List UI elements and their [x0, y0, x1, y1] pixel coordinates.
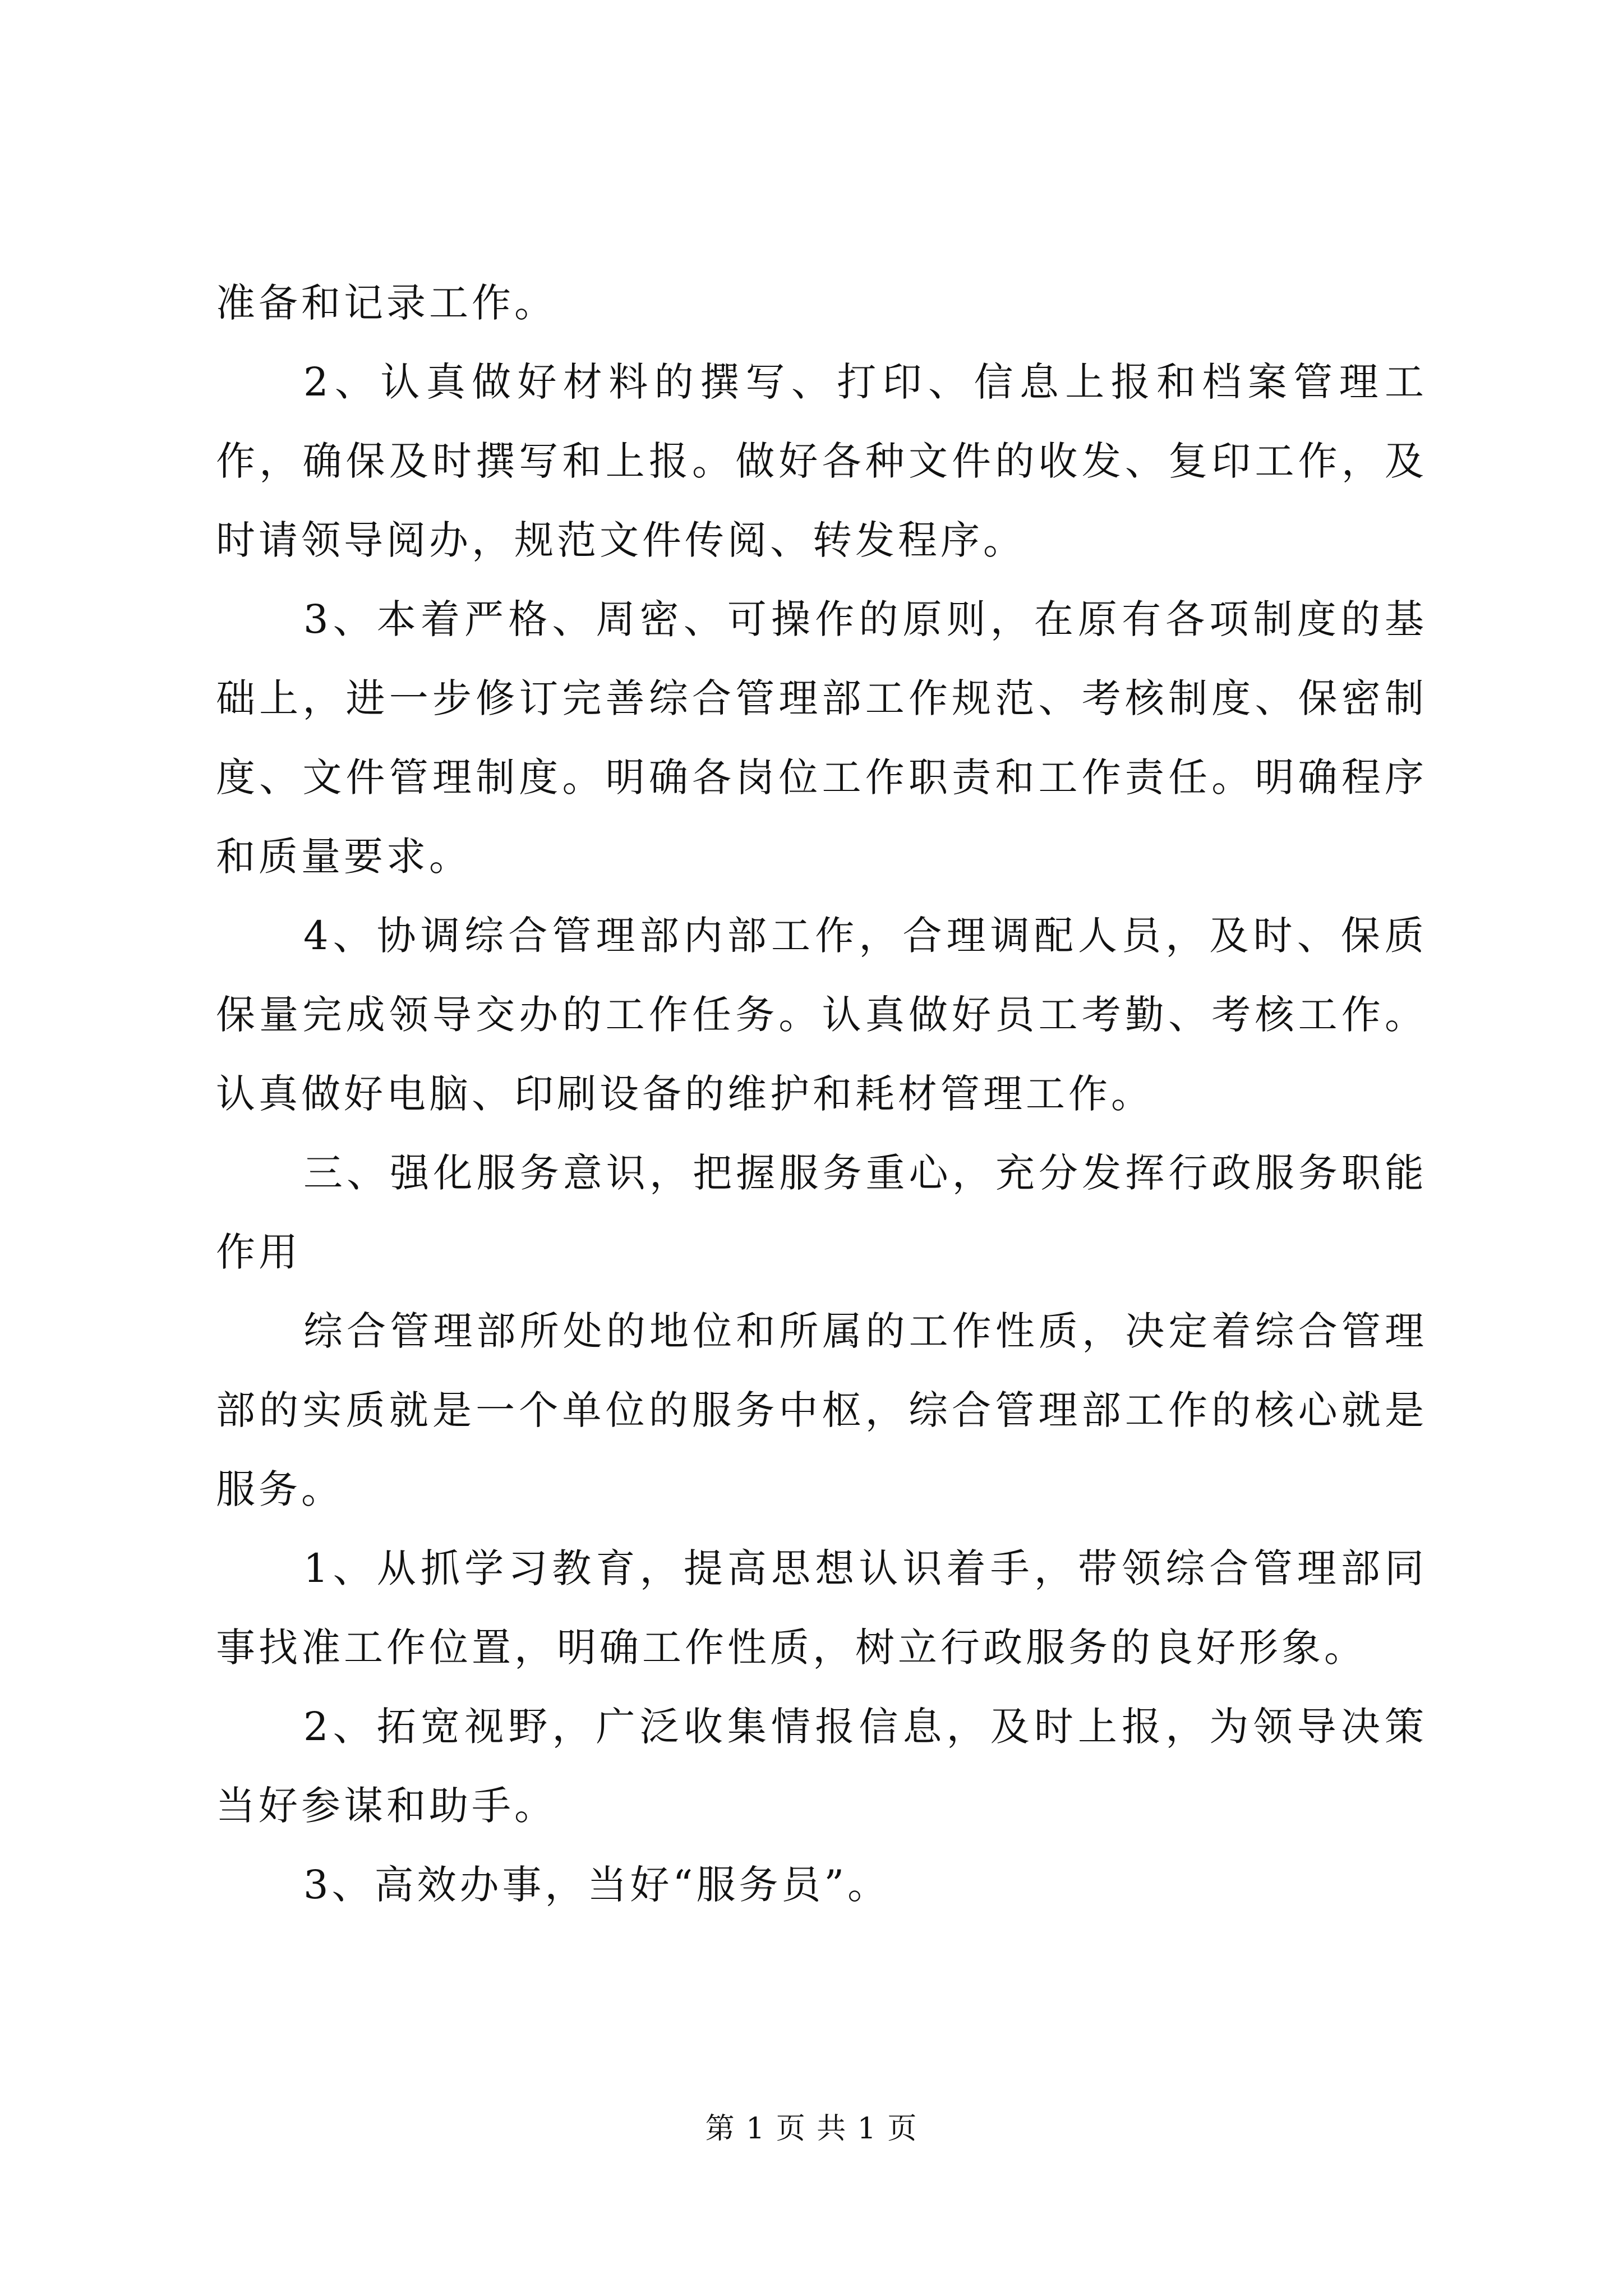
- document-body: [216, 264, 1427, 1925]
- paragraph-3: 3、本着严格、周密、可操作的原则，在原有各项制度的基础上，进一步修订完善综合管理部工作规范、考核制度、保密制度、文件管理制度。明确各岗位工作职责和工作责任。明确程序和质量要求。: [216, 596, 1427, 880]
- paragraph-9: 3、高效办事，当好“服务员”。: [303, 1862, 891, 1908]
- paragraph-8: 2、拓宽视野，广泛收集情报信息，及时上报，为领导决策当好参谋和助手。: [216, 1704, 1427, 1829]
- paragraph-1: 准备和记录工作。: [216, 280, 557, 326]
- paragraph-6: 综合管理部所处的地位和所属的工作性质，决定着综合管理部的实质就是一个单位的服务中枢，综合管理部工作的核心就是服务。: [216, 1308, 1427, 1512]
- section-heading: 三、强化服务意识，把握服务重心，充分发挥行政服务职能作用: [216, 1150, 1427, 1275]
- paragraph-4: 4、协调综合管理部内部工作，合理调配人员，及时、保质保量完成领导交办的工作任务。认真做好员工考勤、考核工作。认真做好电脑、印刷设备的维护和耗材管理工作。: [216, 913, 1427, 1117]
- paragraph-2: 2、认真做好材料的撰写、打印、信息上报和档案管理工作，确保及时撰写和上报。做好各种文件的收发、复印工作，及时请领导阅办，规范文件传阅、转发程序。: [216, 359, 1427, 563]
- paragraph-7: 1、从抓学习教育，提高思想认识着手，带领综合管理部同事找准工作位置，明确工作性质，树立行政服务的良好形象。: [216, 1545, 1427, 1671]
- page-footer: 第 1 页 共 1 页: [705, 2112, 918, 2146]
